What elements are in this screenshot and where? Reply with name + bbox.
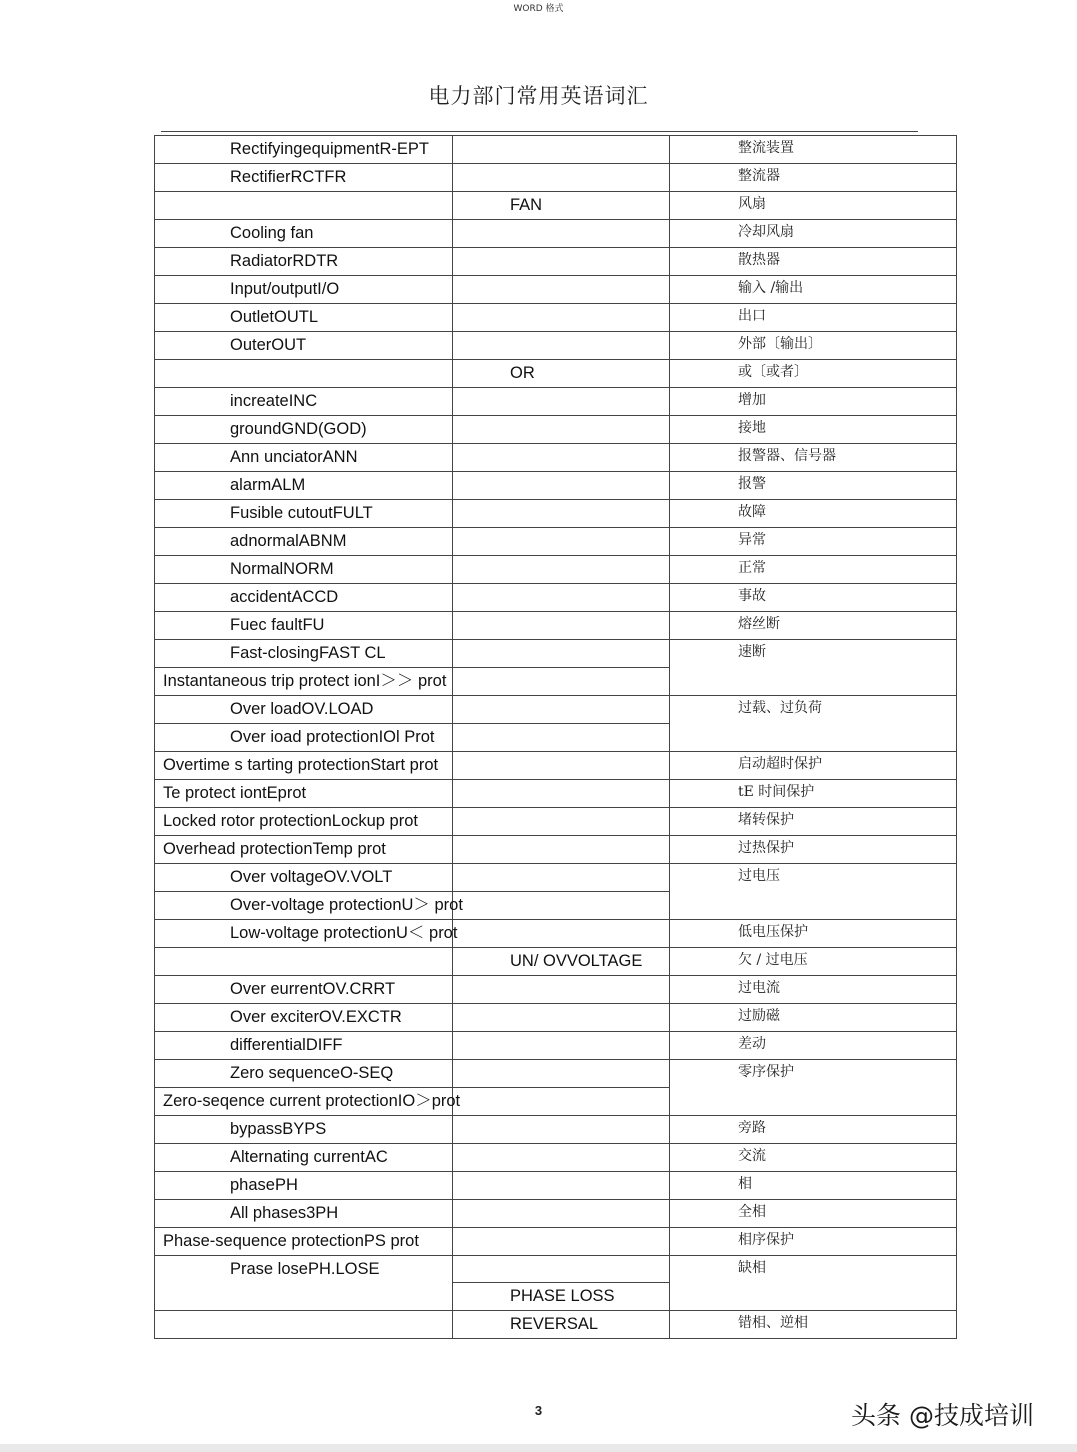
english-term-cell [155,500,453,528]
english-term: Over eurrentOV.CRRT [230,980,396,998]
chinese-term: 输入 /输出 [738,280,804,296]
abbreviation-cell [453,276,670,304]
english-term-cell [155,1200,453,1228]
english-term: Over-voltage protectionU＞ prot [230,896,463,914]
abbreviation-cell [453,836,670,864]
chinese-term-cell [670,500,957,528]
english-term-cell [155,332,453,360]
english-term: increateINC [230,392,318,410]
english-term-cell [155,136,453,164]
english-term: OuterOUT [230,336,307,354]
english-term: phasePH [230,1176,298,1194]
english-term-cell [155,1004,453,1032]
table-row [155,1256,957,1283]
chinese-term: 正常 [738,560,766,576]
chinese-term-cell [670,1228,957,1256]
english-term-cell [155,248,453,276]
english-term-cell [155,304,453,332]
english-term-cell [155,668,453,696]
english-term-cell [155,1088,461,1116]
table-row [155,780,957,808]
abbreviation-cell [453,164,670,192]
english-term-cell [155,360,453,388]
chinese-term-cell [670,612,957,640]
table-row [155,276,957,304]
chinese-term-cell [670,556,957,584]
chinese-term: 整流器 [738,168,780,184]
abbreviation-cell [453,1311,670,1339]
english-term: groundGND(GOD) [230,420,367,438]
english-term: Over exciterOV.EXCTR [230,1008,402,1026]
chinese-term: 接地 [738,420,766,436]
abbreviation-cell [453,360,670,388]
chinese-term-cell [670,696,957,752]
english-term-cell [155,528,453,556]
bottom-bar [0,1444,1077,1452]
chinese-term: 过电压 [738,868,780,884]
english-term: Alternating currentAC [230,1148,388,1166]
chinese-term-cell [670,1144,957,1172]
abbreviation-cell [453,1283,670,1311]
abbreviation-cell [453,584,670,612]
category-term: OR [510,364,535,382]
english-term: RectifyingequipmentR-EPT [230,140,429,158]
english-term: Input/outputI/O [230,280,340,298]
title-divider [161,131,918,132]
table-row [155,696,957,724]
english-term: alarmALM [230,476,306,494]
english-term: All phases3PH [230,1204,339,1222]
abbreviation-cell [453,332,670,360]
abbreviation-cell [453,976,670,1004]
chinese-term-cell [670,192,957,220]
abbreviation-cell [453,192,670,220]
chinese-term-cell [670,752,957,780]
english-term: Prase losePH.LOSE [230,1260,380,1278]
header-mark: WORD 格式 [513,4,564,14]
english-term: Fusible cutoutFULT [230,504,373,522]
chinese-term-cell [670,304,957,332]
table-row [155,528,957,556]
chinese-term-cell [670,1004,957,1032]
chinese-term: 相 [738,1176,752,1192]
chinese-term-cell [670,136,957,164]
table-row [155,612,957,640]
table-row [155,1060,957,1088]
chinese-term: 速断 [738,644,766,660]
abbreviation-cell [453,416,670,444]
chinese-term-cell [670,948,957,976]
abbreviation-cell [453,1144,670,1172]
category-term: REVERSAL [510,1315,599,1334]
english-term-cell [155,836,453,864]
table-row [155,976,957,1004]
chinese-term-cell [670,472,957,500]
english-term-cell [155,892,463,920]
abbreviation-cell [453,640,670,668]
abbreviation-cell [453,556,670,584]
english-term-cell [155,808,453,836]
chinese-term: 出口 [738,308,766,324]
vocabulary-table [154,135,957,1339]
chinese-term-cell [670,864,957,920]
english-term: Instantaneous trip protect ionI＞＞ prot [163,672,447,690]
table-row [155,220,957,248]
chinese-term: 相序保护 [738,1232,794,1248]
english-term: Ann unciatorANN [230,448,358,466]
chinese-term-cell [670,920,957,948]
chinese-term: 零序保护 [738,1064,794,1080]
chinese-term: 报警 [738,476,766,492]
table-row [155,304,957,332]
english-term: Over voltageOV.VOLT [230,868,393,886]
chinese-term-cell [670,780,957,808]
english-term: bypassBYPS [230,1120,327,1138]
table-row [155,500,957,528]
english-term: Zero-seqence current protectionIO＞prot [163,1092,461,1110]
english-term: Locked rotor protectionLockup prot [163,812,418,830]
english-term-cell [155,1060,453,1088]
chinese-term: 交流 [738,1148,766,1164]
category-term: UN/ OVVOLTAGE [510,952,643,970]
abbreviation-cell [453,1228,670,1256]
table-row [155,248,957,276]
chinese-term-cell [670,360,957,388]
abbreviation-cell [453,248,670,276]
english-term: OutletOUTL [230,308,319,326]
chinese-term-cell [670,584,957,612]
english-term: Overtime s tarting protectionStart prot [163,756,439,774]
table-row [155,416,957,444]
abbreviation-cell [453,1256,670,1283]
table-row [155,640,957,668]
english-term: adnormalABNM [230,532,347,550]
chinese-term: 风扇 [738,196,766,212]
chinese-term-cell [670,1116,957,1144]
english-term: Fast-closingFAST CL [230,644,386,662]
chinese-term: 启动超时保护 [738,756,822,772]
english-term-cell [155,1116,453,1144]
abbreviation-cell [453,1088,670,1116]
chinese-term-cell [670,332,957,360]
english-term-cell [155,276,453,304]
chinese-term: 差动 [738,1036,766,1052]
table-row [155,1311,957,1339]
english-term: Over loadOV.LOAD [230,700,374,718]
english-term: differentialDIFF [230,1036,343,1054]
table-row [155,864,957,892]
table-row [155,1144,957,1172]
english-term: Low-voltage protectionU＜ prot [230,924,458,942]
chinese-term-cell [670,1172,957,1200]
abbreviation-cell [453,500,670,528]
english-term-cell [155,164,453,192]
chinese-term: 增加 [738,392,766,408]
english-term: Zero sequenceO-SEQ [230,1064,394,1082]
abbreviation-cell [453,612,670,640]
english-term-cell [155,556,453,584]
abbreviation-cell [453,696,670,724]
chinese-term: 过电流 [738,980,780,996]
watermark: 头条 @技成培训 [851,1401,1034,1430]
table-row [155,584,957,612]
chinese-term: 故障 [738,504,766,520]
chinese-term: 低电压保护 [738,924,808,940]
chinese-term-cell [670,416,957,444]
table-row [155,1032,957,1060]
category-term: PHASE LOSS [510,1287,615,1306]
table-row [155,948,957,976]
chinese-term: 过热保护 [738,840,794,856]
table-row [155,1172,957,1200]
abbreviation-cell [453,892,670,920]
table-row [155,920,957,948]
table-row [155,444,957,472]
english-term-cell [155,752,453,780]
chinese-term: 冷却风扇 [738,224,794,240]
chinese-term: 熔丝断 [738,616,780,632]
english-term: Te protect iontEprot [163,784,307,802]
abbreviation-cell [453,388,670,416]
abbreviation-cell [453,752,670,780]
chinese-term-cell [670,528,957,556]
category-term: FAN [510,196,543,214]
abbreviation-cell [453,1032,670,1060]
english-term-cell [155,388,453,416]
english-term-cell [155,1228,453,1256]
chinese-term: 报警器、信号器 [738,448,836,464]
table-row [155,360,957,388]
table-row [155,136,957,164]
chinese-term-cell [670,164,957,192]
table-row [155,1116,957,1144]
chinese-term-cell [670,836,957,864]
english-term: Over ioad protectionIOl Prot [230,728,435,746]
abbreviation-cell [453,920,670,948]
abbreviation-cell [453,136,670,164]
chinese-term-cell [670,1311,957,1339]
chinese-term: 整流装置 [738,140,794,156]
abbreviation-cell [453,948,670,976]
english-term: Cooling fan [230,224,314,242]
chinese-term: 事故 [738,588,766,604]
abbreviation-cell [453,1004,670,1032]
abbreviation-cell [453,528,670,556]
chinese-term-cell [670,276,957,304]
english-term-cell [155,976,453,1004]
chinese-term: 过载、过负荷 [738,700,822,716]
english-term-cell [155,444,453,472]
table-row [155,164,957,192]
abbreviation-cell [453,724,670,752]
chinese-term: 缺相 [738,1260,766,1276]
chinese-term: 错相、逆相 [738,1315,808,1332]
table-row [155,192,957,220]
english-term: accidentACCD [230,588,339,606]
abbreviation-cell [453,1060,670,1088]
abbreviation-cell [453,1200,670,1228]
chinese-term: 外部〔输出〕 [738,336,822,352]
chinese-term-cell [670,1060,957,1116]
english-term: Overhead protectionTemp prot [163,840,386,858]
english-term-cell [155,1256,453,1311]
abbreviation-cell [453,668,670,696]
abbreviation-cell [453,472,670,500]
abbreviation-cell [453,780,670,808]
table-row [155,808,957,836]
english-term-cell [155,192,453,220]
chinese-term-cell [670,1200,957,1228]
abbreviation-cell [453,304,670,332]
chinese-term-cell [670,808,957,836]
chinese-term: 散热器 [738,252,780,268]
abbreviation-cell [453,1172,670,1200]
english-term: RectifierRCTFR [230,168,347,186]
english-term-cell [155,1032,453,1060]
chinese-term-cell [670,976,957,1004]
table-row [155,1004,957,1032]
table-row [155,836,957,864]
english-term-cell [155,1311,453,1339]
english-term-cell [155,584,453,612]
chinese-term-cell [670,640,957,696]
english-term-cell [155,472,453,500]
english-term-cell [155,864,453,892]
chinese-term: 异常 [738,532,766,548]
table-row [155,556,957,584]
abbreviation-cell [453,1116,670,1144]
abbreviation-cell [453,444,670,472]
abbreviation-cell [453,808,670,836]
table-row [155,332,957,360]
page-title: 电力部门常用英语词汇 [428,84,649,108]
chinese-term-cell [670,1032,957,1060]
chinese-term-cell [670,444,957,472]
english-term: RadiatorRDTR [230,252,339,270]
chinese-term: 旁路 [738,1120,766,1136]
chinese-term: 堵转保护 [738,812,794,828]
chinese-term-cell [670,220,957,248]
table-row [155,1200,957,1228]
english-term-cell [155,1144,453,1172]
chinese-term: 欠 / 过电压 [738,952,808,968]
english-term-cell [155,612,453,640]
abbreviation-cell [453,220,670,248]
table-row [155,472,957,500]
english-term: NormalNORM [230,560,334,578]
english-term: Phase-sequence protectionPS prot [163,1232,419,1250]
chinese-term: 过励磁 [738,1008,780,1024]
chinese-term-cell [670,388,957,416]
english-term-cell [155,220,453,248]
english-term-cell [155,920,458,948]
table-row [155,752,957,780]
chinese-term: 全相 [738,1204,766,1220]
english-term-cell [155,948,453,976]
chinese-term: 或〔或者〕 [738,364,808,380]
english-term-cell [155,780,453,808]
english-term-cell [155,696,453,724]
english-term-cell [155,724,453,752]
table-row [155,388,957,416]
english-term-cell [155,640,453,668]
page-number: 3 [534,1403,543,1418]
chinese-term: tE 时间保护 [738,784,815,800]
chinese-term-cell [670,248,957,276]
english-term: Fuec faultFU [230,616,325,634]
table-row [155,1228,957,1256]
chinese-term-cell [670,1256,957,1311]
abbreviation-cell [453,864,670,892]
english-term-cell [155,1172,453,1200]
english-term-cell [155,416,453,444]
